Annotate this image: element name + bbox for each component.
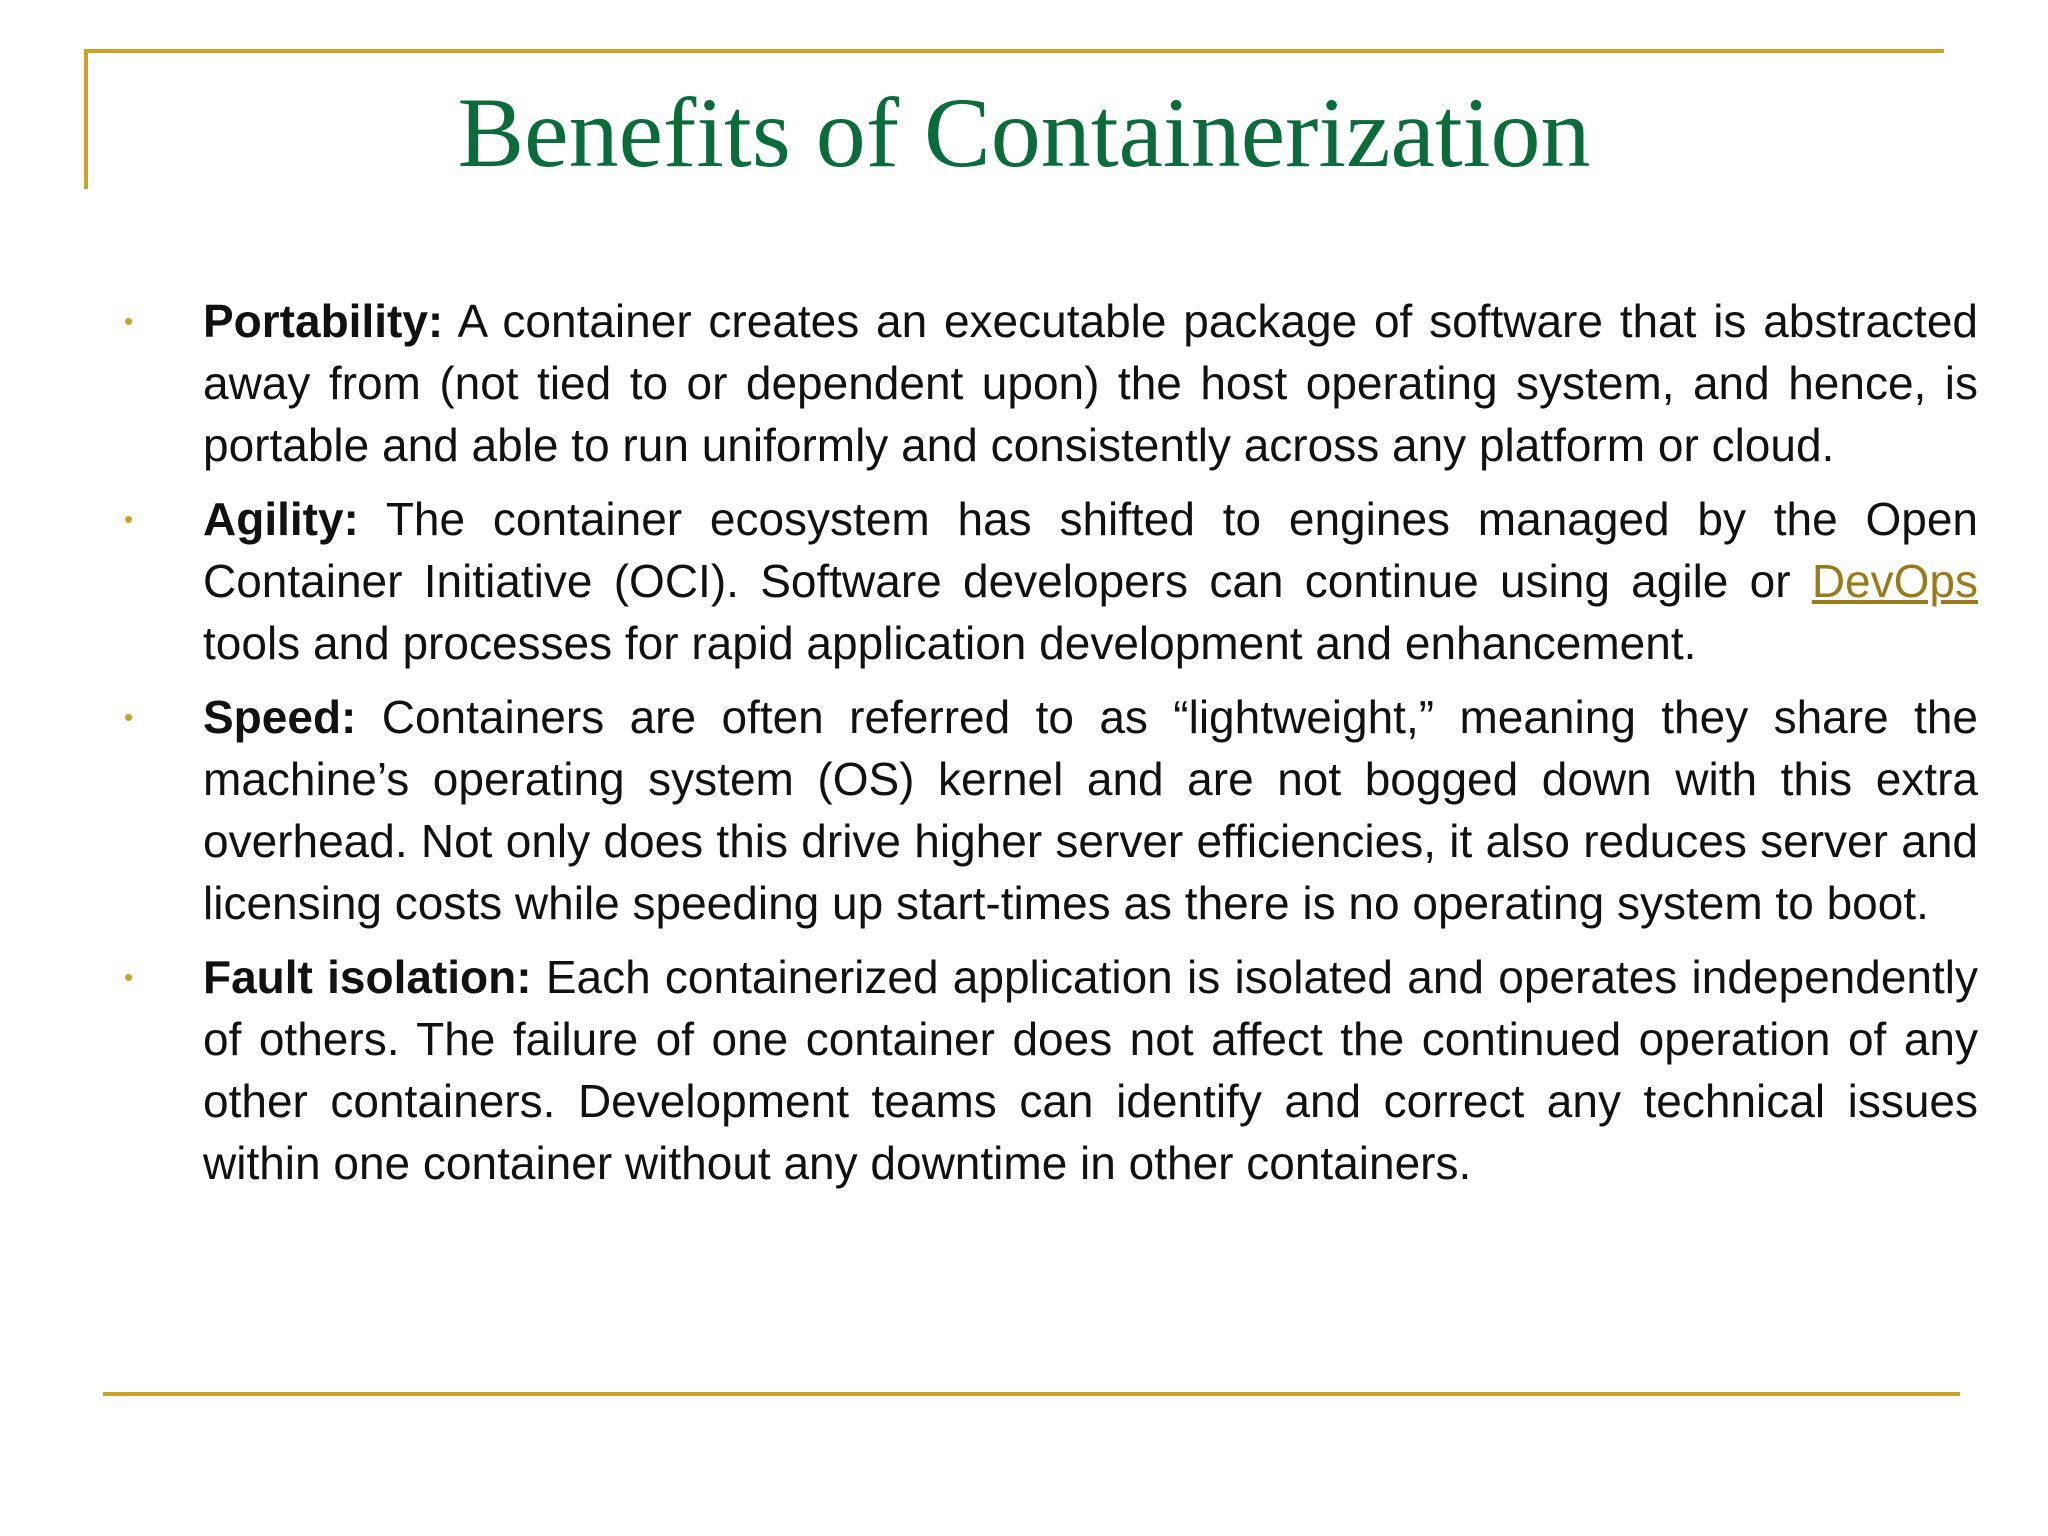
bullet-dot-icon: • <box>124 702 134 732</box>
frame-bottom-line <box>103 1392 1960 1396</box>
devops-link[interactable]: DevOps <box>1811 555 1978 607</box>
bullet-text: A container creates an executable package of software that is abstracted away from (not tied to or dependent upon) the host operating system, and hence, is portable and able to run uniformly and consistently across any platform or cloud. <box>203 295 1978 471</box>
bullet-text: Each containerized application is isolated and operates independently of others. The failure of one container does not affect the continued operation of any other containers. Development teams can identify and correct any technical issues within one container without any downtime in other containers. <box>203 951 1978 1189</box>
bullet-term: Portability: <box>203 295 444 347</box>
bullet-dot-icon: • <box>124 504 134 534</box>
bullet-agility <box>114 488 1978 674</box>
frame-top-line <box>84 49 1944 53</box>
bullet-text: Containers are often referred to as “lightweight,” meaning they share the machine’s operating system (OS) kernel and are not bogged down with this extra overhead. Not only does this drive higher server efficiencies, it also reduces server and licensing costs while speeding up start-times as there is no operating system to boot. <box>203 691 1978 929</box>
bullet-speed <box>114 686 1978 934</box>
slide-title: Benefits of Containerization <box>457 77 1591 188</box>
bullet-dot-icon: • <box>124 306 134 336</box>
bullet-text: The container ecosystem has shifted to engines managed by the Open Container Initiative (OCI). Software developers can continue using agile or <box>203 493 1978 607</box>
bullet-list <box>114 290 1978 1206</box>
bullet-term: Speed: <box>203 691 357 743</box>
bullet-text: tools and processes for rapid application development and enhancement. <box>203 617 1697 669</box>
bullet-dot-icon: • <box>124 962 134 992</box>
bullet-term: Fault isolation: <box>203 951 532 1003</box>
bullet-portability <box>114 290 1978 476</box>
bullet-term: Agility: <box>203 493 359 545</box>
bullet-fault-isolation <box>114 946 1978 1194</box>
